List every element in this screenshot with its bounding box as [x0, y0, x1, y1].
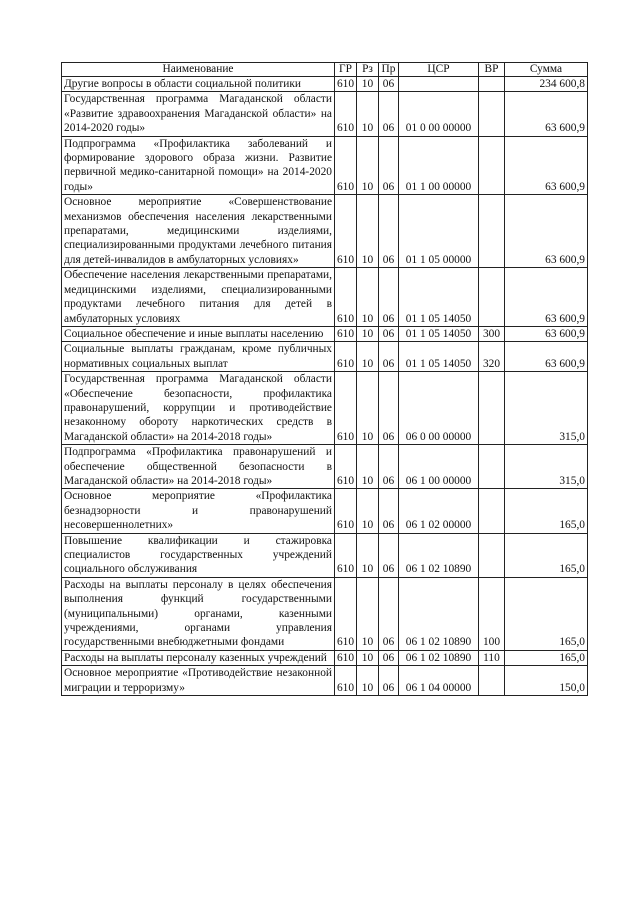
table-body	[62, 77, 588, 696]
cell-sum: 63 600,9	[505, 268, 588, 327]
cell-csr: 06 1 00 00000	[399, 445, 479, 489]
budget-table	[61, 62, 588, 696]
cell-pr: 06	[379, 489, 399, 533]
cell-csr: 06 1 04 00000	[399, 666, 479, 696]
cell-gr: 610	[335, 577, 357, 650]
cell-gr: 610	[335, 666, 357, 696]
cell-pr: 06	[379, 77, 399, 92]
table-header-row	[62, 63, 588, 77]
cell-rz: 10	[357, 268, 379, 327]
table-row	[62, 92, 588, 136]
table-row	[62, 577, 588, 650]
cell-csr: 01 1 00 00000	[399, 136, 479, 195]
cell-csr: 06 1 02 10890	[399, 577, 479, 650]
table-row	[62, 445, 588, 489]
cell-sum: 150,0	[505, 666, 588, 696]
cell-sum: 165,0	[505, 577, 588, 650]
cell-gr: 610	[335, 136, 357, 195]
cell-rz: 10	[357, 372, 379, 445]
cell-name: Государственная программа Магаданской области «Развитие здравоохранения Магаданской области» на 2014-2020 годы»	[62, 92, 335, 136]
table-row	[62, 666, 588, 696]
cell-gr: 610	[335, 650, 357, 665]
cell-gr: 610	[335, 326, 357, 341]
cell-rz: 10	[357, 533, 379, 577]
table-row	[62, 342, 588, 372]
cell-csr: 06 1 02 10890	[399, 533, 479, 577]
cell-pr: 06	[379, 342, 399, 372]
cell-csr: 01 1 05 14050	[399, 326, 479, 341]
cell-csr: 06 1 02 10890	[399, 650, 479, 665]
cell-vr	[479, 268, 505, 327]
cell-gr: 610	[335, 489, 357, 533]
cell-sum: 315,0	[505, 372, 588, 445]
cell-name: Основное мероприятие «Профилактика безнадзорности и правонарушений несовершеннолетних»	[62, 489, 335, 533]
cell-name: Расходы на выплаты персоналу в целях обеспечения выполнения функций государственными (муниципальными) органами, казенными учреждениями, органами управления государственными внебюджетными фондами	[62, 577, 335, 650]
table-row	[62, 136, 588, 195]
cell-rz: 10	[357, 195, 379, 268]
cell-csr: 06 1 02 00000	[399, 489, 479, 533]
cell-sum: 63 600,9	[505, 326, 588, 341]
cell-pr: 06	[379, 650, 399, 665]
cell-gr: 610	[335, 533, 357, 577]
cell-sum: 63 600,9	[505, 195, 588, 268]
cell-csr: 01 1 05 14050	[399, 342, 479, 372]
cell-name: Обеспечение населения лекарственными препаратами, медицинскими изделиями, специализированными продуктами лечебного питания для детей в амбулаторных условиях	[62, 268, 335, 327]
table-row	[62, 533, 588, 577]
cell-pr: 06	[379, 577, 399, 650]
cell-vr	[479, 666, 505, 696]
cell-name: Повышение квалификации и стажировка специалистов государственных учреждений социального обслуживания	[62, 533, 335, 577]
cell-sum: 234 600,8	[505, 77, 588, 92]
cell-gr: 610	[335, 445, 357, 489]
cell-sum: 315,0	[505, 445, 588, 489]
cell-rz: 10	[357, 650, 379, 665]
table-row	[62, 372, 588, 445]
cell-sum: 63 600,9	[505, 342, 588, 372]
cell-gr: 610	[335, 77, 357, 92]
cell-gr: 610	[335, 195, 357, 268]
cell-rz: 10	[357, 489, 379, 533]
cell-vr	[479, 489, 505, 533]
cell-name: Социальные выплаты гражданам, кроме публичных нормативных социальных выплат	[62, 342, 335, 372]
cell-pr: 06	[379, 195, 399, 268]
cell-pr: 06	[379, 326, 399, 341]
header-sum: Сумма	[505, 63, 588, 77]
cell-rz: 10	[357, 92, 379, 136]
table-row	[62, 326, 588, 341]
header-csr: ЦСР	[399, 63, 479, 77]
cell-gr: 610	[335, 372, 357, 445]
cell-vr	[479, 92, 505, 136]
cell-pr: 06	[379, 92, 399, 136]
table-row	[62, 650, 588, 665]
cell-sum: 165,0	[505, 533, 588, 577]
table-row	[62, 489, 588, 533]
cell-csr: 01 1 05 14050	[399, 268, 479, 327]
cell-vr: 300	[479, 326, 505, 341]
header-pr: Пр	[379, 63, 399, 77]
cell-name: Основное мероприятие «Противодействие незаконной миграции и терроризму»	[62, 666, 335, 696]
cell-rz: 10	[357, 342, 379, 372]
table-row	[62, 268, 588, 327]
cell-csr: 06 0 00 00000	[399, 372, 479, 445]
cell-pr: 06	[379, 666, 399, 696]
header-name: Наименование	[62, 63, 335, 77]
cell-vr: 320	[479, 342, 505, 372]
cell-pr: 06	[379, 533, 399, 577]
cell-gr: 610	[335, 92, 357, 136]
cell-rz: 10	[357, 445, 379, 489]
cell-pr: 06	[379, 372, 399, 445]
cell-pr: 06	[379, 445, 399, 489]
cell-name: Подпрограмма «Профилактика правонарушений и обеспечение общественной безопасности в Магаданской области» на 2014-2018 годы»	[62, 445, 335, 489]
cell-sum: 165,0	[505, 650, 588, 665]
cell-pr: 06	[379, 136, 399, 195]
cell-name: Основное мероприятие «Совершенствование механизмов обеспечения населения лекарственными препаратами, медицинскими изделиями, специализированными продуктами лечебного питания для детей-инвалидов в амбулаторных условиях»	[62, 195, 335, 268]
cell-name: Другие вопросы в области социальной политики	[62, 77, 335, 92]
table-row	[62, 195, 588, 268]
cell-gr: 610	[335, 342, 357, 372]
header-vr: ВР	[479, 63, 505, 77]
cell-vr	[479, 372, 505, 445]
cell-vr	[479, 77, 505, 92]
cell-sum: 165,0	[505, 489, 588, 533]
table-row	[62, 77, 588, 92]
cell-vr: 100	[479, 577, 505, 650]
cell-csr: 01 1 05 00000	[399, 195, 479, 268]
cell-vr: 110	[479, 650, 505, 665]
cell-rz: 10	[357, 326, 379, 341]
cell-name: Государственная программа Магаданской области «Обеспечение безопасности, профилактика правонарушений, коррупции и противодействие незаконному обороту наркотических средств в Магаданской области» на 2014-2018 годы»	[62, 372, 335, 445]
cell-vr	[479, 533, 505, 577]
cell-name: Расходы на выплаты персоналу казенных учреждений	[62, 650, 335, 665]
cell-csr: 01 0 00 00000	[399, 92, 479, 136]
cell-rz: 10	[357, 136, 379, 195]
cell-vr	[479, 195, 505, 268]
cell-name: Подпрограмма «Профилактика заболеваний и формирование здорового образа жизни. Развитие первичной медико-санитарной помощи» на 2014-2020 годы»	[62, 136, 335, 195]
cell-vr	[479, 445, 505, 489]
cell-rz: 10	[357, 77, 379, 92]
cell-vr	[479, 136, 505, 195]
cell-sum: 63 600,9	[505, 92, 588, 136]
cell-gr: 610	[335, 268, 357, 327]
header-gr: ГР	[335, 63, 357, 77]
cell-rz: 10	[357, 577, 379, 650]
cell-sum: 63 600,9	[505, 136, 588, 195]
cell-pr: 06	[379, 268, 399, 327]
cell-rz: 10	[357, 666, 379, 696]
cell-csr	[399, 77, 479, 92]
cell-name: Социальное обеспечение и иные выплаты населению	[62, 326, 335, 341]
header-rz: Рз	[357, 63, 379, 77]
